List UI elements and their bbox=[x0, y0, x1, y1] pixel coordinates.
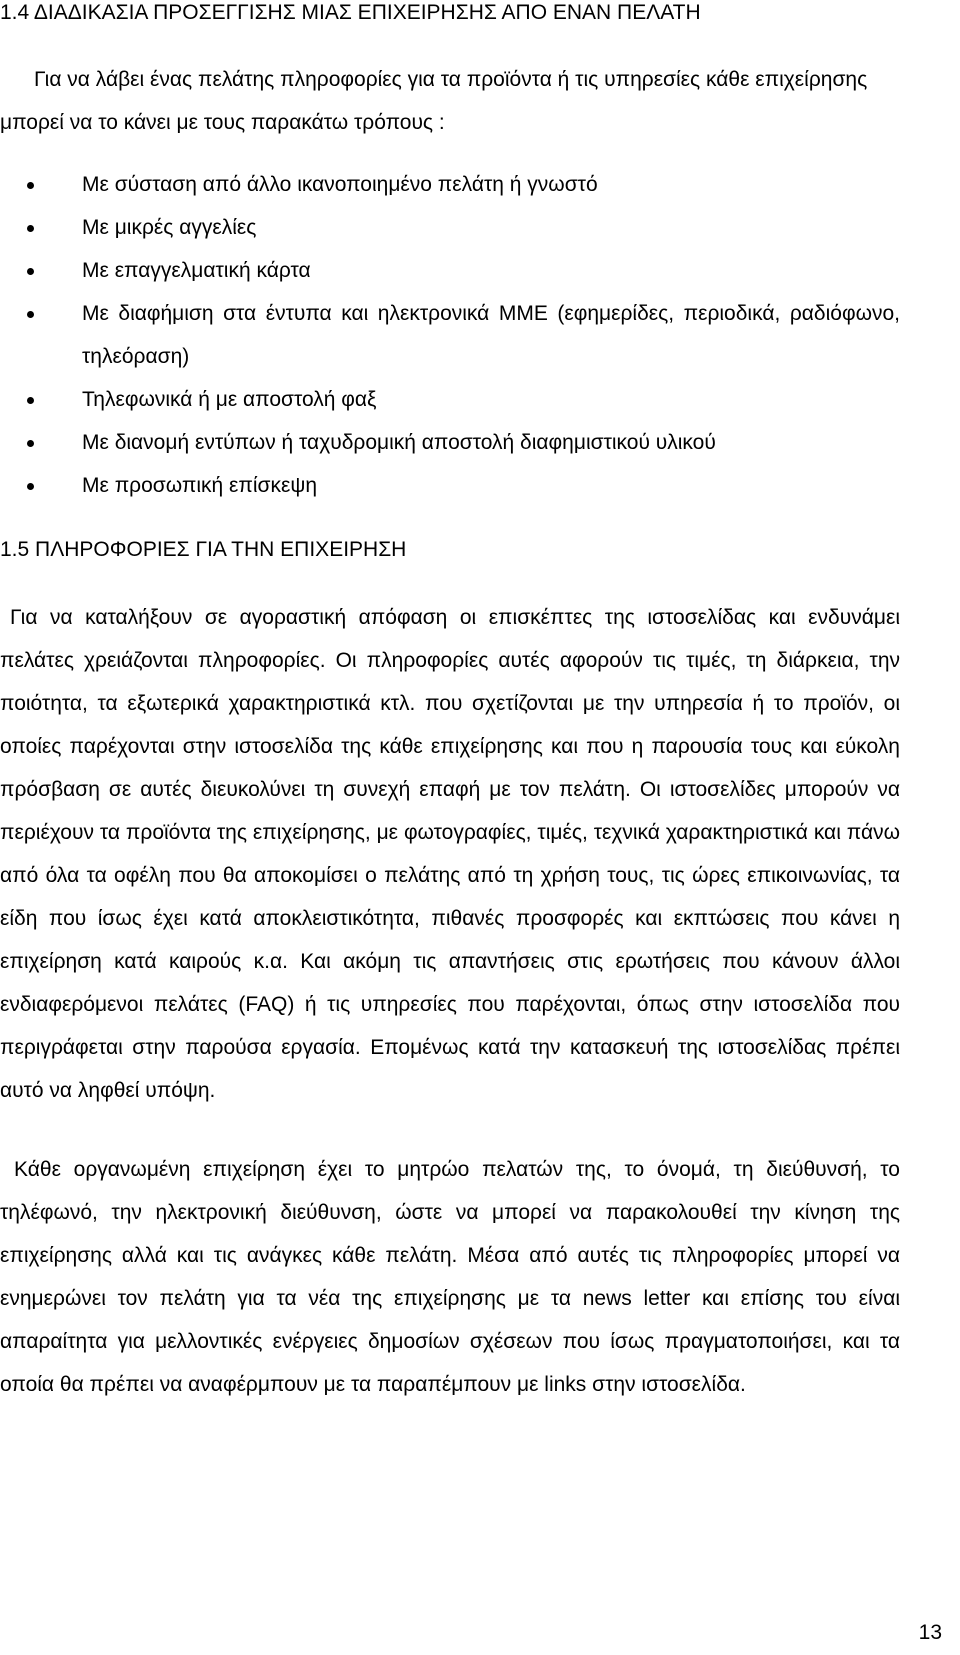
list-item: Με επαγγελματική κάρτα bbox=[0, 249, 900, 292]
list-item: Με σύσταση από άλλο ικανοποιημένο πελάτη ή γνωστό bbox=[0, 163, 900, 206]
section-heading-1-4: 1.4 ΔΙΑΔΙΚΑΣΙΑ ΠΡΟΣΕΓΓΙΣΗΣ ΜΙΑΣ ΕΠΙΧΕΙΡΗΣΗΣ ΑΠΟ ΕΝΑΝ ΠΕΛΑΤΗ bbox=[0, 1, 701, 24]
list-item: Με προσωπική επίσκεψη bbox=[0, 464, 900, 507]
page-number: 13 bbox=[918, 1621, 942, 1644]
body-paragraph-1: Για να καταλήξουν σε αγοραστική απόφαση οι επισκέπτες της ιστοσελίδας και ενδυνάμει πελάτες χρειάζονται πληροφορίες. Οι πληροφορίες αυτές αφορούν τις τιμές, τη διάρκεια, την ποιότητα, τα εξωτερικά χαρακτηριστικά κτλ. που σχετίζονται με την υπηρεσία ή το προϊόν, οι οποίες παρέχονται στην ιστοσελίδα της κάθε επιχείρησης και που η παρουσία τους και εύκολη πρόσβαση σε αυτές διευκολύνει τη συνεχή επαφή με τον πελάτη. Οι ιστοσελίδες μπορούν να περιέχουν τα προϊόντα της επιχείρησης, με φωτογραφίες, τιμές, τεχνικά χαρακτηριστικά και πάνω από όλα τα οφέλη που θα αποκομίσει ο πελάτης από τη χρήση τους, τις ώρες επικοινωνίας, τα είδη που ίσως έχει κατά αποκλειστικότητα, πιθανές προσφορές και εκπτώσεις που κάνει η επιχείρηση κατά καιρούς κ.α. Και ακόμη τις απαντήσεις στις ερωτήσεις που κάνουν άλλοι ενδιαφερόμενοι πελάτες (FAQ) ή τις υπηρεσίες που παρέχονται, όπως στην ιστοσελίδα που περιγράφεται στην παρούσα εργασία. Επομένως κατά την κατασκευή της ιστοσελίδας πρέπει αυτό να ληφθεί υπόψη. bbox=[0, 606, 900, 1102]
list-item: Με διανομή εντύπων ή ταχυδρομική αποστολή διαφημιστικού υλικού bbox=[0, 421, 900, 464]
list-item: Τηλεφωνικά ή με αποστολή φαξ bbox=[0, 378, 900, 421]
contact-methods-list bbox=[0, 163, 900, 507]
list-item: Με διαφήμιση στα έντυπα και ηλεκτρονικά ΜΜΕ (εφημερίδες, περιοδικά, ραδιόφωνο, τηλεόραση) bbox=[0, 292, 900, 378]
intro-paragraph: Για να λάβει ένας πελάτης πληροφορίες για τα προϊόντα ή τις υπηρεσίες κάθε επιχείρησης μπορεί να το κάνει με τους παρακάτω τρόπους : bbox=[0, 68, 868, 134]
body-paragraph-2: Κάθε οργανωμένη επιχείρηση έχει το μητρώο πελατών της, το όνομά, τη διεύθυνσή, το τηλέφωνό, την ηλεκτρονική διεύθυνση, ώστε να μπορεί να παρακολουθεί την κίνηση της επιχείρησης αλλά και τις ανάγκες κάθε πελάτη. Μέσα από αυτές τις πληροφορίες μπορεί να ενημερώνει τον πελάτη για τα νέα της επιχείρησης με τα news letter και επίσης του είναι απαραίτητα για μελλοντικές ενέργειες δημοσίων σχέσεων που ίσως πραγματοποιήσει, και τα οποία θα πρέπει να αναφέρμπουν με τα παραπέμπουν με links στην ιστοσελίδα. bbox=[0, 1158, 900, 1396]
section-heading-1-5: 1.5 ΠΛΗΡΟΦΟΡΙΕΣ ΓΙΑ ΤΗΝ ΕΠΙΧΕΙΡΗΣΗ bbox=[0, 538, 407, 561]
list-item: Με μικρές αγγελίες bbox=[0, 206, 900, 249]
